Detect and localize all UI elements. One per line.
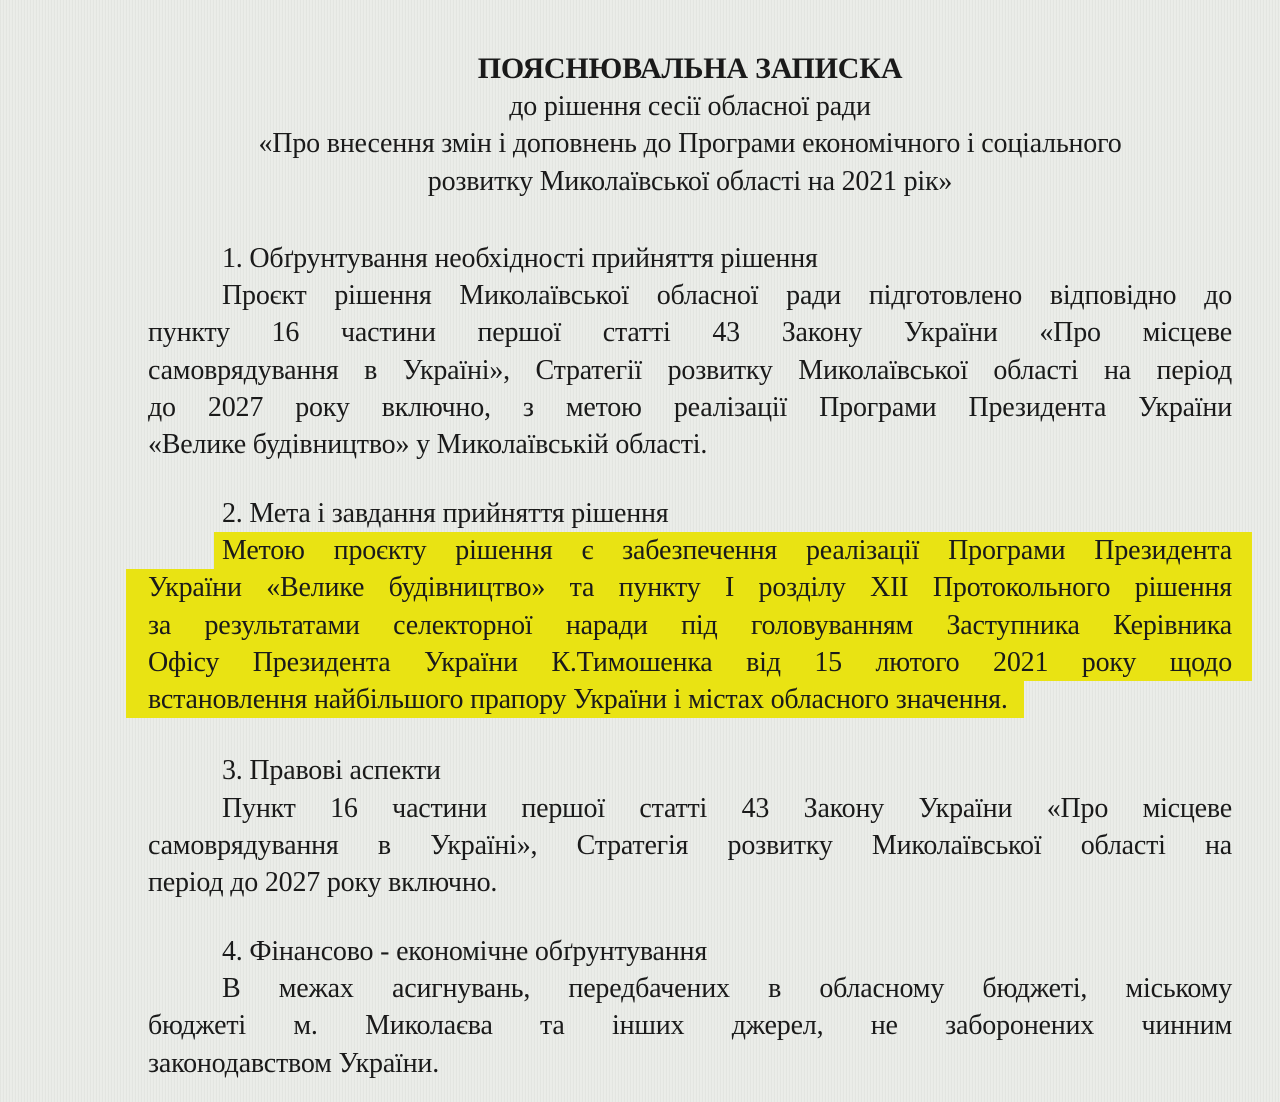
highlighted-paragraph-line: України «Велике будівництво» та пункту І розділу ХІІ Протокольного рішення bbox=[126, 569, 1252, 606]
section-2 bbox=[148, 495, 1232, 719]
paragraph-line: В межах асигнувань, передбачених в обласному бюджеті, міському bbox=[222, 972, 1232, 1004]
highlighted-paragraph-line: Метою проєкту рішення є забезпечення реалізації Програми Президента bbox=[214, 532, 1252, 569]
paragraph-line: пункту 16 частини першої статті 43 Закону України «Про місцеве bbox=[148, 317, 1232, 349]
section-2-heading: 2. Мета і завдання прийняття рішення bbox=[222, 497, 669, 529]
section-3 bbox=[148, 752, 1232, 901]
highlight-mark: встановлення найбільшого прапору України і містах обласного значення. bbox=[126, 681, 1024, 718]
subtitle-line-2: «Про внесення змін і доповнень до Програми економічного і соціального bbox=[258, 128, 1122, 160]
paragraph-line: самоврядування в Україні», Стратегії розвитку Миколаївської області на період bbox=[148, 354, 1232, 386]
paragraph-line: Проєкт рішення Миколаївської обласної ради підготовлено відповідно до bbox=[222, 280, 1232, 312]
paragraph-line: бюджеті м. Миколаєва та інших джерел, не заборонених чинним bbox=[148, 1010, 1232, 1042]
paragraph-line: самоврядування в Україні», Стратегія розвитку Миколаївської області на bbox=[148, 830, 1232, 862]
paragraph-line: до 2027 року включно, з метою реалізації Програми Президента України bbox=[148, 392, 1232, 424]
paragraph-line: Пункт 16 частини першої статті 43 Закону України «Про місцеве bbox=[222, 792, 1232, 824]
paragraph-line: «Велике будівництво» у Миколаївській області. bbox=[148, 429, 708, 461]
highlighted-paragraph-line: за результатами селекторної наради під головуванням Заступника Керівника bbox=[126, 607, 1252, 644]
section-1 bbox=[148, 240, 1232, 464]
subtitle-line-1: до рішення сесії обласної ради bbox=[509, 91, 871, 122]
paragraph-line: законодавством України. bbox=[148, 1047, 439, 1079]
highlighted-paragraph-line bbox=[148, 681, 1232, 718]
section-3-heading: 3. Правові аспекти bbox=[222, 755, 441, 787]
subtitle-line-3: розвитку Миколаївської області на 2021 рік» bbox=[427, 165, 953, 197]
highlighted-paragraph-line: Офісу Президента України К.Тимошенка від 15 лютого 2021 року щодо bbox=[126, 644, 1252, 681]
section-4 bbox=[148, 933, 1232, 1082]
section-1-heading: 1. Обґрунтування необхідності прийняття рішення bbox=[222, 242, 818, 274]
section-4-heading: 4. Фінансово - економічне обґрунтування bbox=[222, 935, 708, 967]
paragraph-line: період до 2027 року включно. bbox=[148, 867, 498, 899]
document-title: ПОЯСНЮВАЛЬНА ЗАПИСКА bbox=[477, 52, 903, 85]
